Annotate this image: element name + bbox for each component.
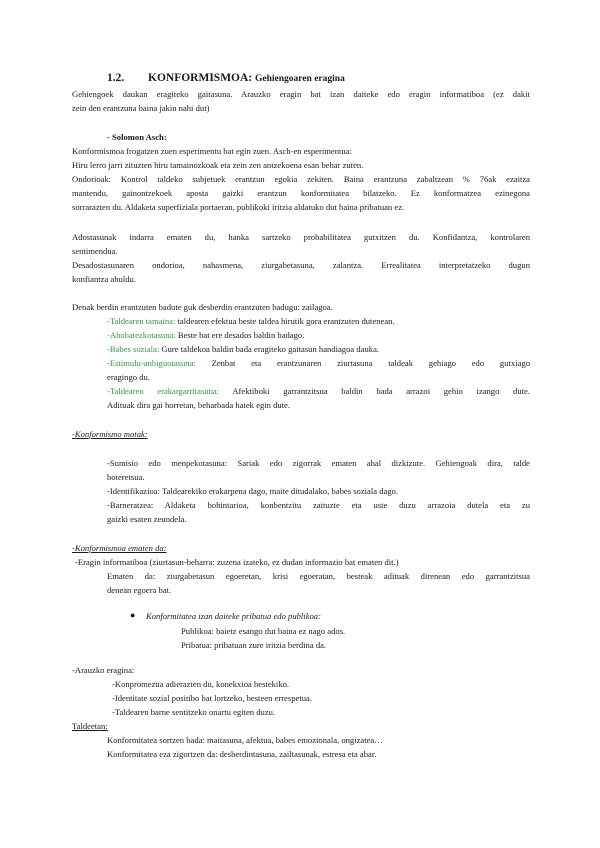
ematen-line-1: -Eragin informatiboa (ziurtasun-beharra: zuzena izateko, ez dudan informazio bat ematen dit.) xyxy=(75,557,399,567)
adostasuna-line-3: Desadostasunaren ondorioa, nahasmena, ziurgabetasuna, zalantza. Errealitatea interpretatzeko dugun xyxy=(72,260,530,270)
taldeetan-line-2: Konformitatea eza zigortzen da: desberdintasuna, zailtasunak, estresa eta abar. xyxy=(107,749,377,759)
motak-line-5: gaizki esaten zeundela. xyxy=(107,514,187,524)
adostasuna-line-4: konfiantza ahuldu. xyxy=(72,274,136,284)
solomon-line-3: Ondorioak: Kontrol taldeko subjetuek erantzun egokia zekiten. Baina erantzuna zabaltzean % 76ak ezaitza xyxy=(72,174,530,184)
section-number: 1.2. xyxy=(107,72,125,84)
factor-text: Adituak dira gai horretan, beharbada haiek egin dute. xyxy=(107,400,291,410)
section-title: KONFORMISMOA: xyxy=(148,72,253,84)
factor-item xyxy=(107,330,304,340)
factor-text: Zenbat eta erantzunaren ziurtasuna taldeak gehiago edo gutxiago xyxy=(195,358,530,368)
ematen-heading: -Konformismoa ematen da: xyxy=(72,543,167,553)
motak-heading: -Konformismo motak: xyxy=(72,429,148,439)
factors-intro: Denak berdin erantzuten badute guk desberdin erantzuten badugu: zailagoa. xyxy=(72,302,333,312)
arauzko-line-3: -Taldearen barne sentitzeko onartu egiten duzu. xyxy=(112,707,276,717)
factor-item xyxy=(107,358,530,368)
ematen-sub-2: Pribatua: pribatuan zure iritzia berdina da. xyxy=(181,640,327,650)
ematen-sub-1: Publikoa: baietz esango dut baina ez nago ados. xyxy=(181,626,346,636)
section-heading xyxy=(107,73,345,84)
arauzko-line-2: -Identitate sozial positibo bat lortzeko, besteen errespetua. xyxy=(112,693,312,703)
factor-text: Beste bat ere desados baldin badago. xyxy=(175,330,305,340)
solomon-line-2: Hiru lerro jarri zituzten hiru tamainozkoak eta zein zen antzekoena esan behar zuten. xyxy=(72,160,364,170)
motak-line-4: -Barneratzea: Aldaketa bohintarioa, konbentzitu zaituzte eta uste duzu arrazoia dutela eta zu xyxy=(107,500,530,510)
solomon-line-1: Konformismoa frogatzen zuen esperimentu bat egin zuen. Asch-en esperimentua: xyxy=(72,146,352,156)
taldeetan-line-1: Konformitatea sortzen bada: maitasuna, afektua, babes emozionala, ongizatea… xyxy=(107,735,383,745)
factor-item xyxy=(107,344,379,354)
solomon-heading: - Solomon Asch: xyxy=(107,132,167,142)
intro-line-2: zein den erantzuna baina jakin nahi dut) xyxy=(72,103,210,113)
factor-text: Gure taldekoa baldin bada eragiteko gaitasun handiagoa dauka. xyxy=(159,344,380,354)
factor-term: -Estimulu-anbiguotasuna: xyxy=(107,358,196,368)
arauzko-heading: -Arauzko eragina: xyxy=(72,665,135,675)
factor-text: eragingo du. xyxy=(107,372,150,382)
solomon-line-4: mantendu, gainontzekoek aposta gaizki erantzun konformitatea bilatzeko. Ez konformatzea ezinegona xyxy=(72,188,530,198)
factor-term: -Taldearen tamaina: xyxy=(107,316,176,326)
motak-line-2: boteretsua. xyxy=(107,472,145,482)
taldeetan-heading: Taldeetan: xyxy=(72,721,108,731)
arauzko-line-1: -Konpromezua adierazten du, konekxioa bestekiko. xyxy=(112,679,290,689)
ematen-line-3: denean egoera bat. xyxy=(107,585,172,595)
ematen-bullet-heading: Konformitatea izan daiteke pribatua edo publikoa: xyxy=(146,611,321,621)
solomon-line-5: sorrarazten du. Aldaketa superfiziala portaeran, publikoki iritzia aldatuko dut baina pribatuan ez. xyxy=(72,202,405,212)
motak-line-3: -Identifikazioa: Taldearekiko erakarpena dago, maite ditudalako, babes soziala dago. xyxy=(107,486,399,496)
adostasuna-line-2: sentimendua. xyxy=(72,246,118,256)
motak-line-1: -Sumisio edo menpekotasuna: Sariak edo zigorrak ematen ahal dizkizute. Gehiengoak dira, talde xyxy=(107,458,530,468)
factor-text: Afektiboki garrantzitsua baldin bada arrazoi gehio izango dute. xyxy=(219,386,530,396)
factor-item xyxy=(107,386,530,396)
adostasuna-line-1: Adostasunak indarra ematen du, hanka sartzeko probabilitatea gutxitzen du. Konfidantza, kontrolaren xyxy=(72,232,530,242)
section-subtitle: Gehiengoaren eragina xyxy=(255,74,345,84)
bullet-dot-icon: ● xyxy=(130,610,136,620)
intro-line-1: Gehiengoek daukan eragiteko gaitasuna. Arauzko eragin bat izan daiteke edo eragin informatiboa (ez dakit xyxy=(72,89,530,99)
factor-item xyxy=(107,316,395,326)
ematen-line-2: Ematen da: ziurgabetasun egoeretan, krisi egoeratan, besteak adituak direnean edo garrantzitsua xyxy=(107,571,530,581)
factor-term: -Ahobatezkotasuna: xyxy=(107,330,176,340)
factor-text: taldearen efektua beste taldea hirutik gora erantzuten dutenean. xyxy=(175,316,395,326)
factor-term: -Taldearen erakargarritasuna: xyxy=(107,386,220,396)
factor-term: -Babes soziala: xyxy=(107,344,160,354)
factor-item-continued xyxy=(107,400,290,410)
factor-item-continued xyxy=(107,372,150,382)
